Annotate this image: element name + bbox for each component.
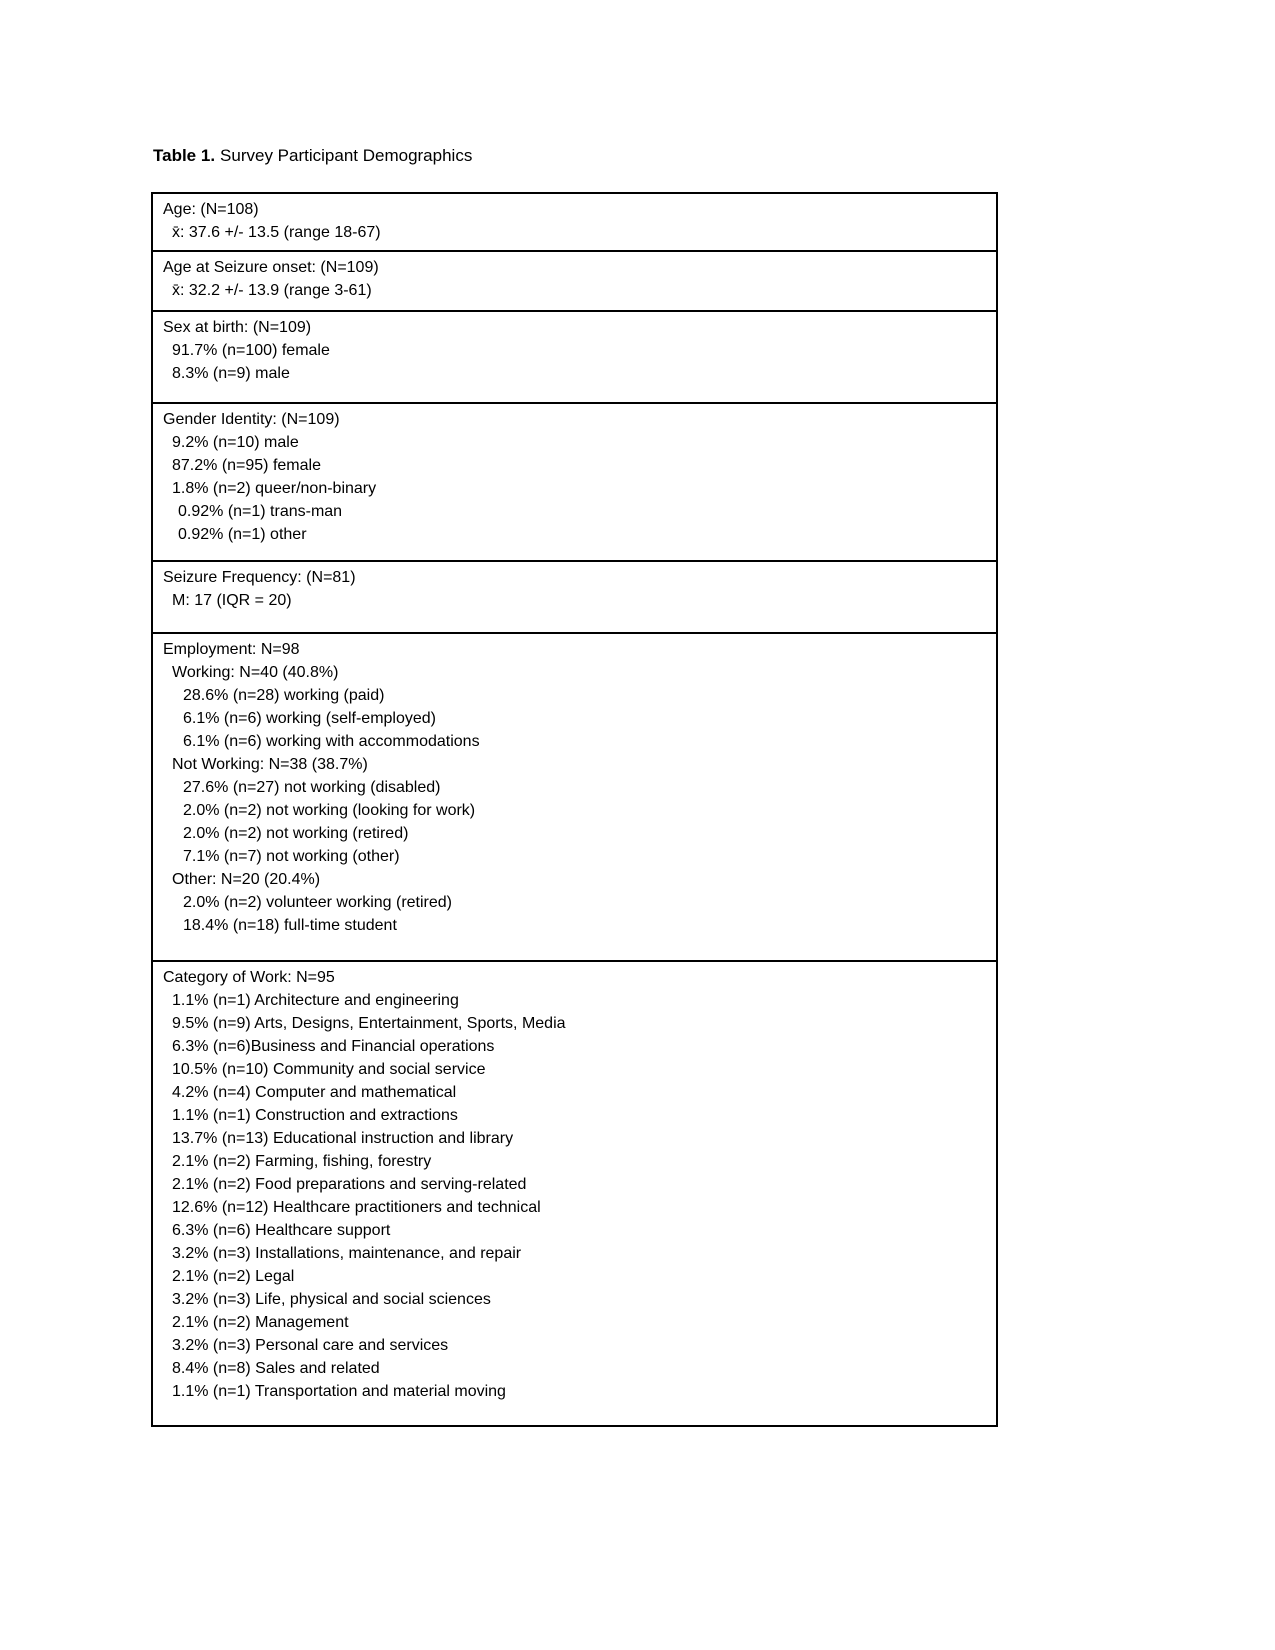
table-line: x̄: 37.6 +/- 13.5 (range 18-67) <box>172 224 381 241</box>
table-line: M: 17 (IQR = 20) <box>172 592 292 609</box>
table-line: 91.7% (n=100) female <box>172 342 330 359</box>
table-line: Not Working: N=38 (38.7%) <box>172 756 368 773</box>
table-caption-label: Table 1. <box>153 146 216 165</box>
table-row-sex-at-birth <box>153 310 996 402</box>
table-line: 12.6% (n=12) Healthcare practitioners and technical <box>172 1199 541 1216</box>
table-line: 1.1% (n=1) Architecture and engineering <box>172 992 459 1009</box>
table-section-header: Age at Seizure onset: (N=109) <box>163 259 379 276</box>
table-line: 18.4% (n=18) full-time student <box>183 917 397 934</box>
table-line: 9.5% (n=9) Arts, Designs, Entertainment, Sports, Media <box>172 1015 566 1032</box>
table-line: 2.0% (n=2) volunteer working (retired) <box>183 894 453 911</box>
table-line: 2.1% (n=2) Food preparations and serving-related <box>172 1176 527 1193</box>
table-line: 4.2% (n=4) Computer and mathematical <box>172 1084 457 1101</box>
table-line: 8.4% (n=8) Sales and related <box>172 1360 380 1377</box>
demographics-table <box>151 192 998 1427</box>
table-section-header: Gender Identity: (N=109) <box>163 411 340 428</box>
table-line: 28.6% (n=28) working (paid) <box>183 687 385 704</box>
table-line: 2.0% (n=2) not working (retired) <box>183 825 409 842</box>
table-line: 6.1% (n=6) working with accommodations <box>183 733 480 750</box>
table-line: 6.1% (n=6) working (self-employed) <box>183 710 436 727</box>
table-row-age <box>153 194 996 250</box>
table-row-employment <box>153 632 996 960</box>
table-line: 13.7% (n=13) Educational instruction and library <box>172 1130 514 1147</box>
table-section-header: Category of Work: N=95 <box>163 969 335 986</box>
table-line: 3.2% (n=3) Life, physical and social sciences <box>172 1291 491 1308</box>
table-line: 1.8% (n=2) queer/non-binary <box>172 480 377 497</box>
table-line: 7.1% (n=7) not working (other) <box>183 848 400 865</box>
table-line: 0.92% (n=1) trans-man <box>178 503 343 520</box>
table-line: Working: N=40 (40.8%) <box>172 664 339 681</box>
table-section-header: Sex at birth: (N=109) <box>163 319 312 336</box>
table-line: x̄: 32.2 +/- 13.9 (range 3-61) <box>172 282 372 299</box>
table-caption-text: Survey Participant Demographics <box>220 146 473 165</box>
table-line: 1.1% (n=1) Construction and extractions <box>172 1107 458 1124</box>
table-section-header: Employment: N=98 <box>163 641 300 658</box>
table-line: 3.2% (n=3) Installations, maintenance, and repair <box>172 1245 522 1262</box>
table-section-header: Age: (N=108) <box>163 201 259 218</box>
table-line: 9.2% (n=10) male <box>172 434 299 451</box>
table-line: 3.2% (n=3) Personal care and services <box>172 1337 449 1354</box>
table-line: 27.6% (n=27) not working (disabled) <box>183 779 441 796</box>
table-line: 2.1% (n=2) Legal <box>172 1268 295 1285</box>
table-row-gender-identity <box>153 402 996 560</box>
table-row-age-at-seizure-onset <box>153 250 996 310</box>
table-line: 6.3% (n=6) Healthcare support <box>172 1222 391 1239</box>
table-line: 2.1% (n=2) Management <box>172 1314 349 1331</box>
table-line: Other: N=20 (20.4%) <box>172 871 321 888</box>
table-line: 87.2% (n=95) female <box>172 457 321 474</box>
table-line: 1.1% (n=1) Transportation and material moving <box>172 1383 506 1400</box>
table-line: 0.92% (n=1) other <box>178 526 307 543</box>
table-line: 10.5% (n=10) Community and social service <box>172 1061 486 1078</box>
table-line: 8.3% (n=9) male <box>172 365 290 382</box>
table-section-header: Seizure Frequency: (N=81) <box>163 569 356 586</box>
table-caption <box>153 145 472 167</box>
table-line: 2.0% (n=2) not working (looking for work) <box>183 802 476 819</box>
table-line: 2.1% (n=2) Farming, fishing, forestry <box>172 1153 432 1170</box>
table-row-category-of-work <box>153 960 996 1425</box>
table-line: 6.3% (n=6)Business and Financial operations <box>172 1038 495 1055</box>
table-row-seizure-frequency <box>153 560 996 632</box>
